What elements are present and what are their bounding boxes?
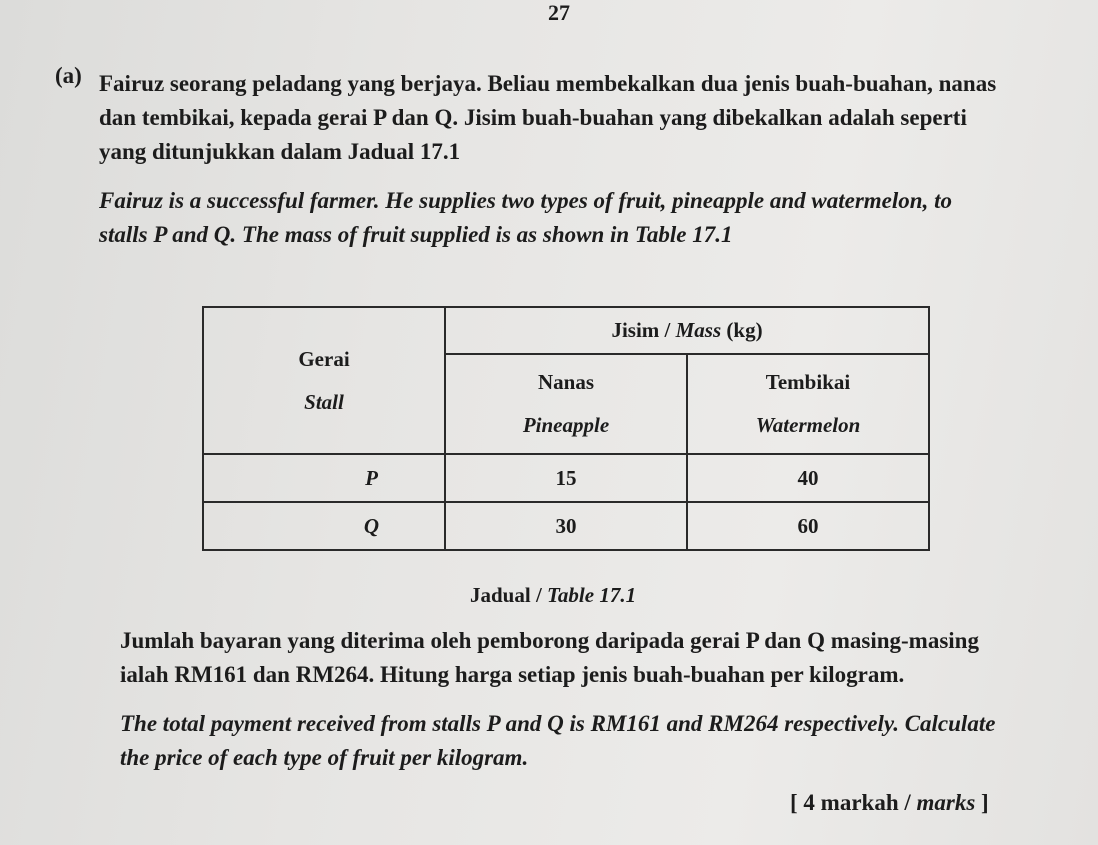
mass-table <box>202 306 930 551</box>
question-malay: Jumlah bayaran yang diterima oleh pemborong daripada gerai P dan Q masing-masing ialah RM161 dan RM264. Hitung harga setiap jenis buah-buahan per kilogram. <box>120 628 979 687</box>
header-mass-english: Mass <box>675 318 722 343</box>
header-watermelon-english: Watermelon <box>755 413 861 438</box>
intro-malay: Fairuz seorang peladang yang berjaya. Beliau membekalkan dua jenis buah-buahan, nanas dan tembikai, kepada gerai P dan Q. Jisim buah-buahan yang dibekalkan adalah seperti yang ditunjukkan dalam Jadual 17.1 <box>99 71 997 164</box>
header-pineapple-english: Pineapple <box>522 413 610 438</box>
header-watermelon <box>687 354 929 454</box>
header-mass <box>445 307 929 354</box>
watermelon-cell: 60 <box>687 502 929 550</box>
header-stall-english: Stall <box>304 389 344 414</box>
header-pineapple-malay: Nanas <box>537 370 595 395</box>
question-english: The total payment received from stalls P and Q is RM161 and RM264 respectively. Calculate the price of each type of fruit per kilogram. <box>120 711 996 770</box>
page-number: 27 <box>548 0 570 25</box>
marks-close: ] <box>975 790 989 815</box>
question-label: (a) <box>55 63 82 88</box>
pineapple-cell: 15 <box>445 454 687 502</box>
header-pineapple <box>445 354 687 454</box>
caption-english: Table 17.1 <box>547 583 637 607</box>
header-mass-unit: (kg) <box>721 318 763 343</box>
header-stall-malay: Gerai <box>298 346 350 371</box>
header-watermelon-malay: Tembikai <box>765 370 851 395</box>
intro-english: Fairuz is a successful farmer. He supplies two types of fruit, pineapple and watermelon, to stalls P and Q. The mass of fruit supplied is as shown in Table 17.1 <box>99 188 952 247</box>
marks-malay: [ 4 markah / <box>790 790 917 815</box>
marks-english: marks <box>916 790 976 815</box>
table-row <box>203 502 929 550</box>
marks-label <box>790 790 989 816</box>
watermelon-cell: 40 <box>687 454 929 502</box>
header-mass-malay: Jisim / <box>611 318 676 343</box>
header-stall <box>203 307 445 454</box>
stall-cell: Q <box>203 502 445 550</box>
pineapple-cell: 30 <box>445 502 687 550</box>
caption-malay: Jadual / <box>470 583 548 607</box>
stall-cell: P <box>203 454 445 502</box>
table-caption <box>470 583 636 608</box>
table-row <box>203 454 929 502</box>
